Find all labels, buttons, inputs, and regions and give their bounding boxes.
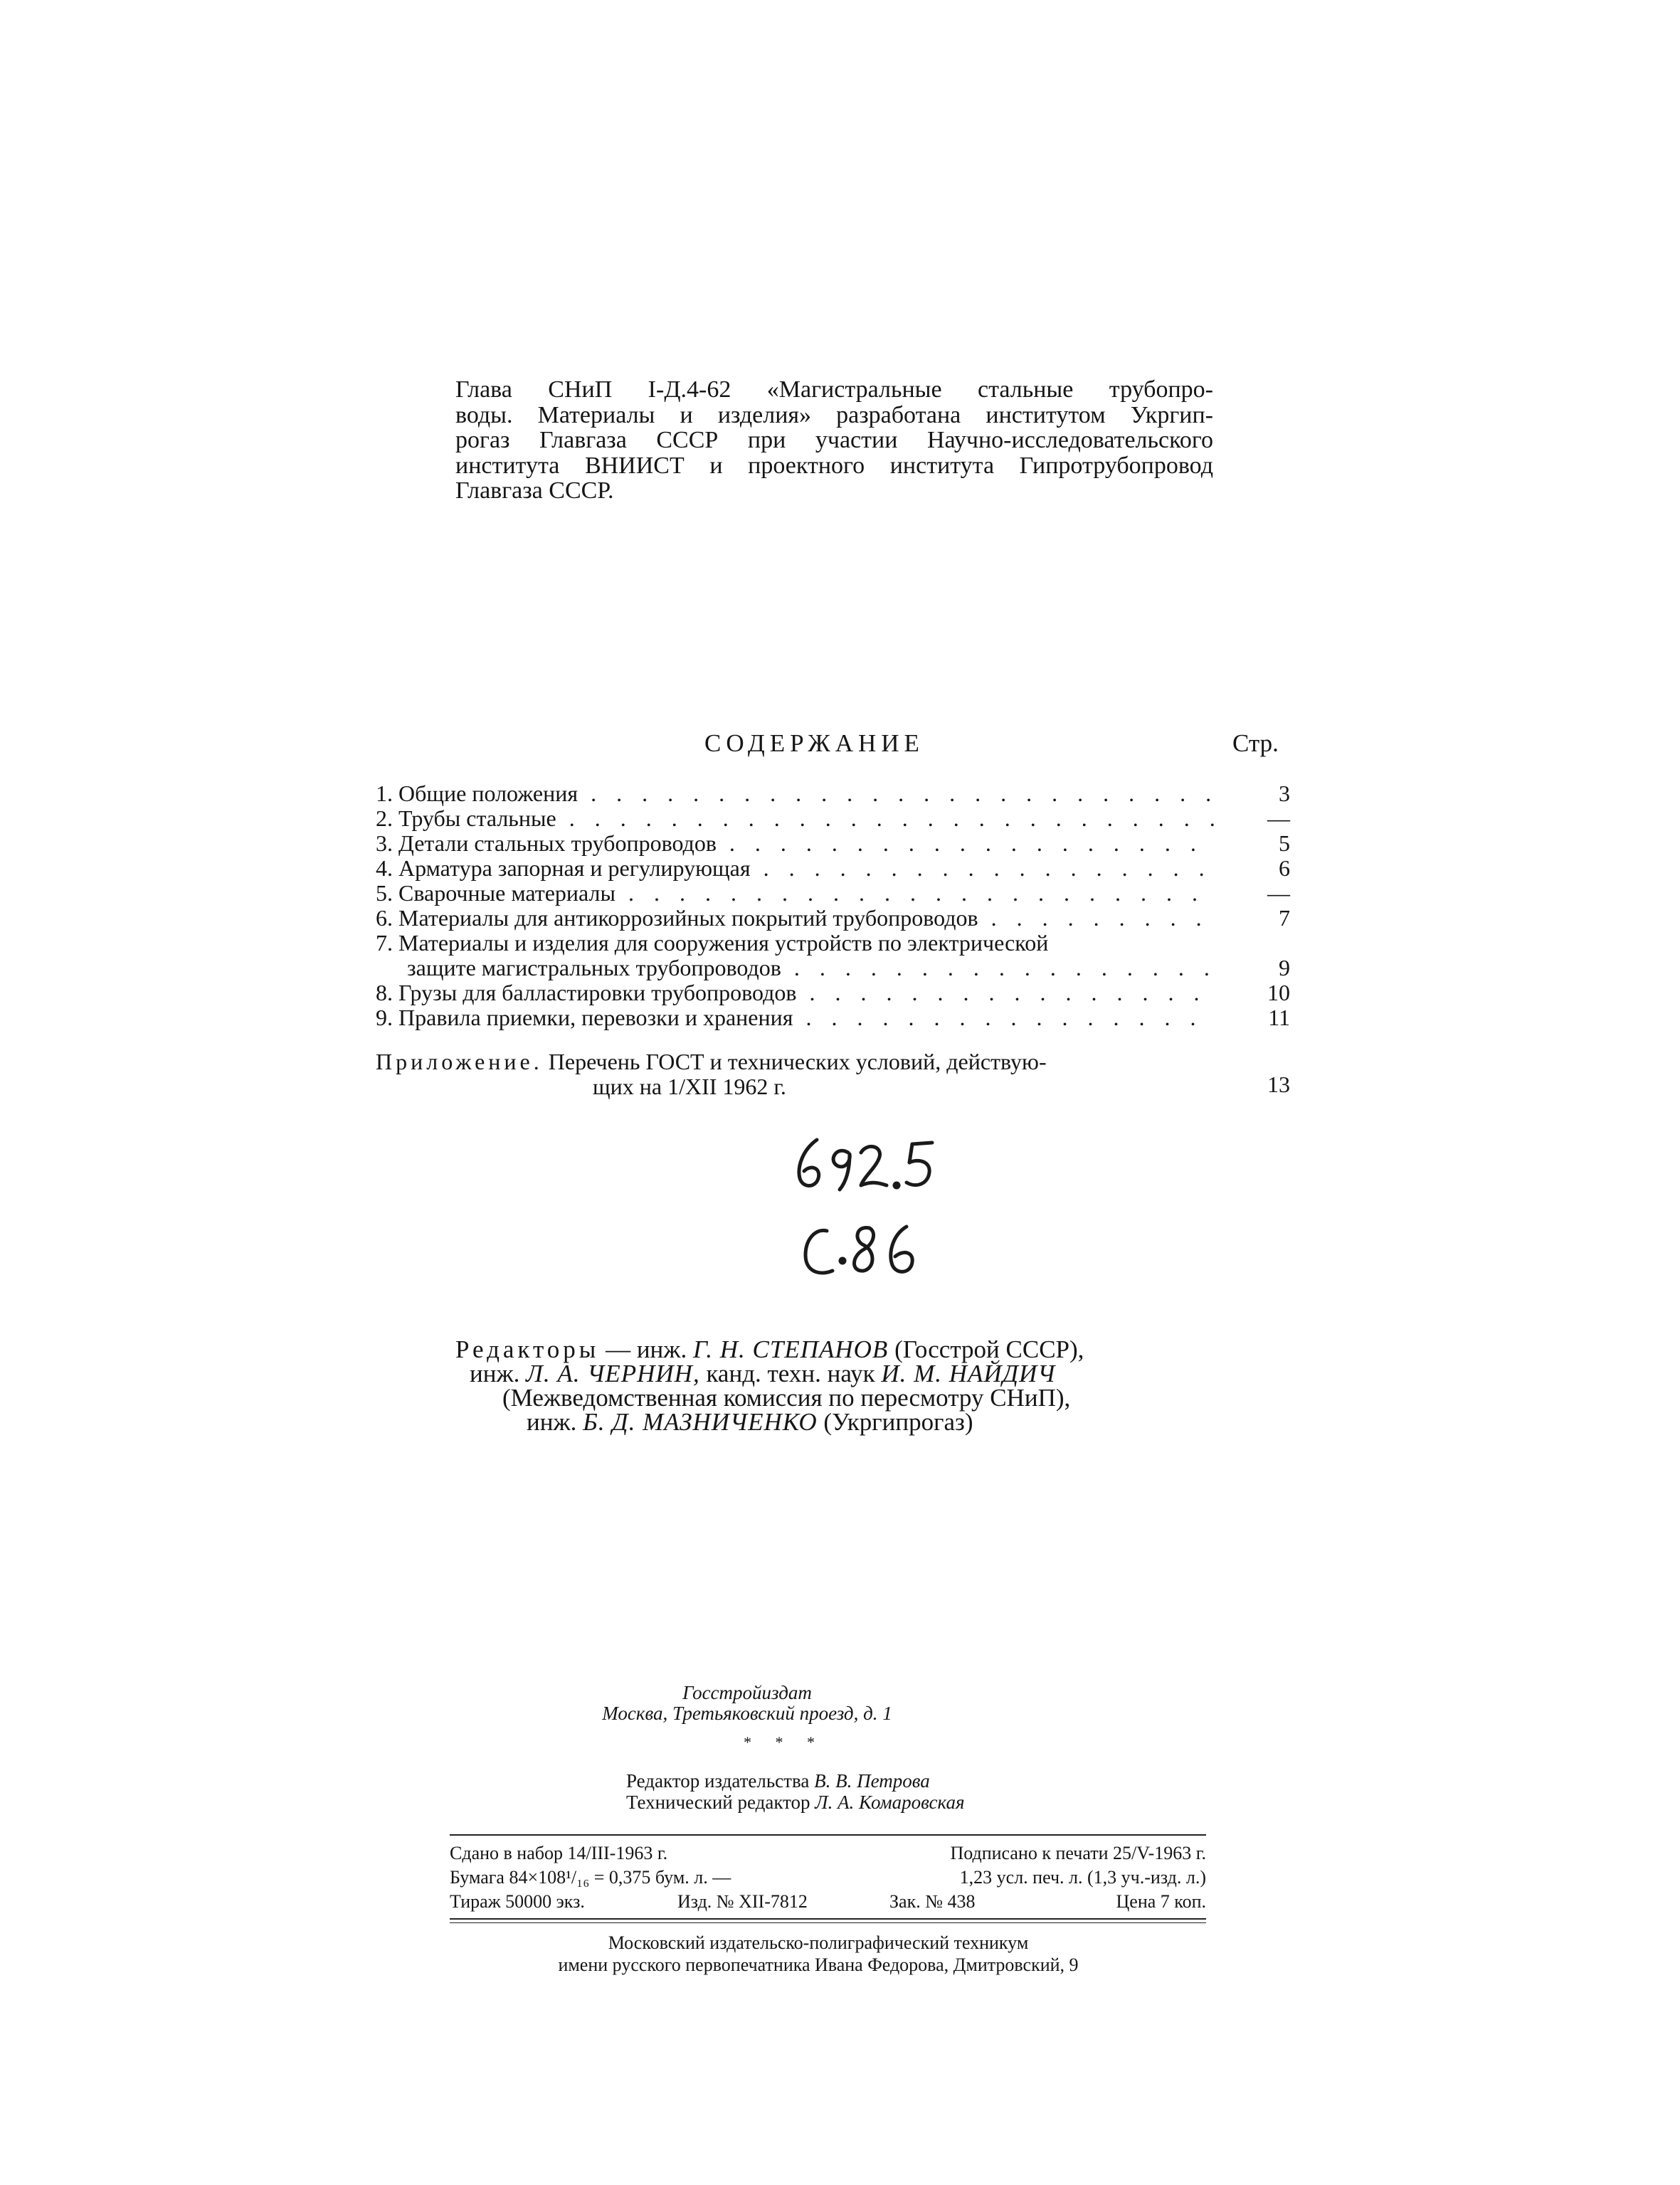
toc-item-text: 7. Материалы и изделия для сооружения устройств по электрической bbox=[376, 931, 1049, 956]
handwritten-shelf-mark bbox=[790, 1131, 975, 1295]
editor-name: Б. Д. МАЗНИЧЕНКО bbox=[583, 1408, 818, 1436]
toc-item-text: 9. Правила приемки, перевозки и хранения . . . bbox=[376, 1005, 1215, 1030]
ed-label: Редактор издательства bbox=[626, 1770, 815, 1792]
editors-label: Редакторы bbox=[455, 1335, 600, 1363]
editor-name: Л. А. ЧЕРНИН, bbox=[526, 1360, 700, 1387]
tech-label: Технический редактор bbox=[626, 1792, 815, 1813]
editors-text: (Укргипрогаз) bbox=[817, 1408, 973, 1436]
toc-item-text: 5. Сварочные материалы . . . bbox=[376, 881, 1215, 906]
print-order: Зак. № 438 bbox=[889, 1891, 976, 1912]
toc-item-page: 5 bbox=[1279, 830, 1290, 856]
intro-line: рогаз Главгаза СССР при участии Научно-исследовательского bbox=[455, 427, 1213, 453]
toc-item-page: 11 bbox=[1268, 1005, 1290, 1030]
editors-text: инж. bbox=[470, 1360, 527, 1387]
print-izd: Изд. № XII-7812 bbox=[677, 1891, 808, 1912]
print-info bbox=[450, 1841, 1206, 1914]
handwriting-drawing bbox=[790, 1131, 975, 1295]
editors-text: инж. bbox=[527, 1408, 583, 1436]
tech-name: Л. А. Комаровская bbox=[815, 1792, 965, 1813]
printer-block bbox=[427, 1932, 1210, 1976]
toc-item bbox=[376, 956, 1290, 980]
toc-item-text: 8. Грузы для балластировки трубопроводов . . . bbox=[376, 980, 1215, 1005]
appendix-line: щих на 1/XII 1962 г. bbox=[593, 1074, 786, 1099]
intro-line: Глава СНиП I-Д.4-62 «Магистральные стальные трубопро- bbox=[455, 376, 1213, 403]
toc-item-page: 9 bbox=[1279, 955, 1290, 980]
publication-editors bbox=[626, 1770, 965, 1813]
toc-item-page: 3 bbox=[1279, 781, 1290, 806]
editor-name: Г. Н. СТЕПАНОВ bbox=[692, 1335, 889, 1363]
toc-item bbox=[376, 1005, 1290, 1030]
toc-title: СОДЕРЖАНИЕ bbox=[704, 729, 924, 757]
toc-item-text: 1. Общие положения . . . bbox=[376, 781, 1215, 806]
intro-line: института ВНИИСТ и проектного института Гипротрубопровод bbox=[455, 452, 1213, 479]
toc-item bbox=[376, 831, 1290, 856]
editors-block bbox=[455, 1335, 1084, 1436]
toc-item-text: 3. Детали стальных трубопроводов . . . bbox=[376, 831, 1215, 856]
divider bbox=[450, 1922, 1206, 1923]
toc-item-page: — bbox=[1267, 880, 1290, 906]
print-run: Тираж 50000 экз. bbox=[450, 1891, 585, 1912]
publisher-name: Госстройиздат bbox=[682, 1682, 812, 1703]
editors-text: канд. техн. наук bbox=[699, 1360, 882, 1387]
print-sent: Сдано в набор 14/III-1963 г. bbox=[450, 1843, 668, 1863]
intro-line: Главгаза СССР. bbox=[455, 477, 614, 504]
printer-line: имени русского первопечатника Ивана Федорова, Дмитровский, 9 bbox=[558, 1954, 1079, 1975]
divider bbox=[450, 1918, 1206, 1920]
appendix-line: Перечень ГОСТ и технических условий, действую- bbox=[548, 1049, 1047, 1074]
toc-item bbox=[376, 881, 1290, 906]
toc-item-text: 6. Материалы для антикоррозийных покрытий трубопроводов . . . bbox=[376, 906, 1215, 931]
toc-item-text: 4. Арматура запорная и регулирующая . . . bbox=[376, 856, 1215, 881]
divider bbox=[450, 1834, 1206, 1836]
intro-line: воды. Материалы и изделия» разработана институтом Укргип- bbox=[455, 401, 1213, 428]
toc-page-header: Стр. bbox=[1232, 729, 1279, 757]
toc-item bbox=[376, 856, 1290, 881]
publisher-block bbox=[427, 1683, 1067, 1724]
toc-item bbox=[376, 906, 1290, 931]
separator-stars: * * * bbox=[744, 1733, 825, 1751]
print-sheets: 1,23 усл. печ. л. (1,3 уч.-изд. л.) bbox=[959, 1867, 1206, 1888]
print-info-row bbox=[450, 1841, 1206, 1866]
toc-item-page: — bbox=[1267, 805, 1290, 831]
editors-text: (Госстрой СССР), bbox=[888, 1335, 1084, 1363]
toc-item-text: защите магистральных трубопроводов . . . bbox=[407, 956, 1215, 980]
print-info-row bbox=[450, 1890, 1206, 1914]
toc-item-page: 6 bbox=[1279, 855, 1290, 881]
editor-name: И. М. НАЙДИЧ bbox=[881, 1360, 1056, 1387]
toc-item-text: 2. Трубы стальные . . . bbox=[376, 806, 1215, 831]
appendix-page: 13 bbox=[1267, 1072, 1290, 1097]
ed-name: В. В. Петрова bbox=[814, 1770, 930, 1792]
print-paper: Бумага 84×108¹/₁₆ = 0,375 бум. л. — bbox=[450, 1867, 731, 1888]
editors-text: (Межведомственная комиссия по пересмотру СНиП), bbox=[502, 1384, 1071, 1412]
toc-appendix bbox=[376, 1049, 1047, 1099]
toc-item-page: 7 bbox=[1279, 905, 1290, 931]
intro-paragraph bbox=[455, 377, 1213, 504]
print-price: Цена 7 коп. bbox=[1116, 1891, 1206, 1912]
toc-item bbox=[376, 980, 1290, 1005]
toc-item bbox=[376, 931, 1290, 956]
print-signed: Подписано к печати 25/V-1963 г. bbox=[950, 1843, 1206, 1863]
publisher-address: Москва, Третьяковский проезд, д. 1 bbox=[602, 1703, 892, 1724]
editors-text: — инж. bbox=[599, 1335, 693, 1363]
toc-item bbox=[376, 781, 1290, 806]
toc-item-page: 10 bbox=[1267, 980, 1290, 1005]
printer-line: Московский издательско-полиграфический техникум bbox=[608, 1932, 1029, 1953]
appendix-label: Приложение. bbox=[376, 1049, 543, 1074]
toc-list bbox=[376, 781, 1290, 1030]
print-info-row bbox=[450, 1866, 1206, 1890]
toc-item bbox=[376, 806, 1290, 831]
